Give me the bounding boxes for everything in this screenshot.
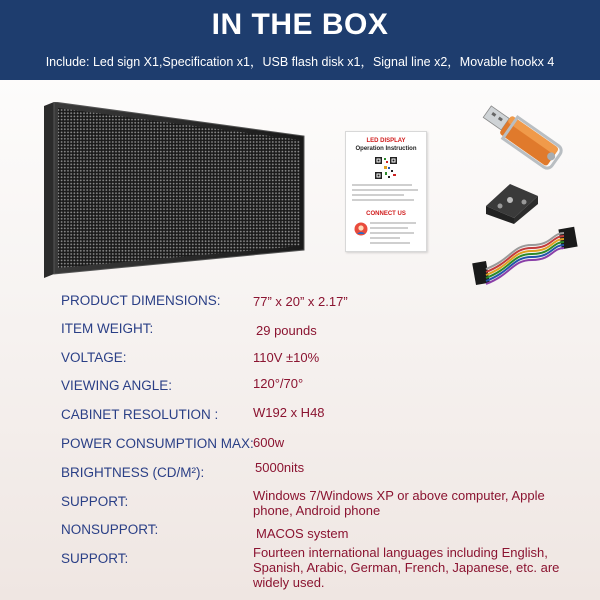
spec-value: 5000nits — [255, 460, 305, 475]
spec-value: 77” x 20” x 2.17” — [253, 294, 348, 309]
spec-value: MACOS system — [256, 526, 349, 541]
box-contents-list: Include: Led sign X1,Specification x1，USB flash disk x1，Signal line x2，Movable hookx 4 — [45, 55, 555, 69]
page-title: IN THE BOX — [211, 8, 389, 41]
header-banner — [0, 0, 600, 80]
spec-value: Fourteen international languages including English, Spanish, Arabic, German, French, Japanese, etc. are widely used. — [253, 545, 560, 590]
support-agent-icon — [354, 222, 368, 236]
spec-label: POWER CONSUMPTION MAX: — [61, 436, 254, 451]
manual-contact-lines — [370, 222, 420, 247]
spec-label: BRIGHTNESS (CD/M²): — [61, 465, 205, 480]
spec-value: W192 x H48 — [253, 405, 325, 420]
spec-label: SUPPORT: — [61, 551, 129, 566]
qr-code-icon — [374, 156, 398, 180]
spec-label: VOLTAGE: — [61, 350, 127, 365]
spec-value: 600w — [253, 435, 285, 450]
manual-title: LED DISPLAY — [366, 138, 406, 144]
spec-value: 29 pounds — [256, 323, 317, 338]
usb-flash-disk-icon — [470, 98, 582, 182]
specification-manual-image — [345, 131, 427, 252]
spec-label: SUPPORT: — [61, 494, 129, 509]
spec-value: 120°/70° — [253, 376, 304, 391]
spec-label: PRODUCT DIMENSIONS: — [61, 293, 221, 308]
signal-line-icon — [472, 222, 582, 294]
spec-label: CABINET RESOLUTION : — [61, 407, 219, 422]
movable-hook-icon — [480, 176, 544, 224]
led-sign-image — [44, 102, 306, 280]
spec-label: NONSUPPORT: — [61, 522, 159, 537]
spec-value: 110V ±10% — [253, 350, 320, 365]
manual-connect-heading: CONNECT US — [366, 211, 406, 217]
manual-text-lines — [352, 184, 420, 204]
spec-label: VIEWING ANGLE: — [61, 378, 173, 393]
spec-value: Windows 7/Windows XP or above computer, Apple phone, Android phone — [253, 488, 545, 518]
spec-label: ITEM WEIGHT: — [61, 321, 154, 336]
manual-subtitle: Operation Instruction — [355, 146, 417, 152]
